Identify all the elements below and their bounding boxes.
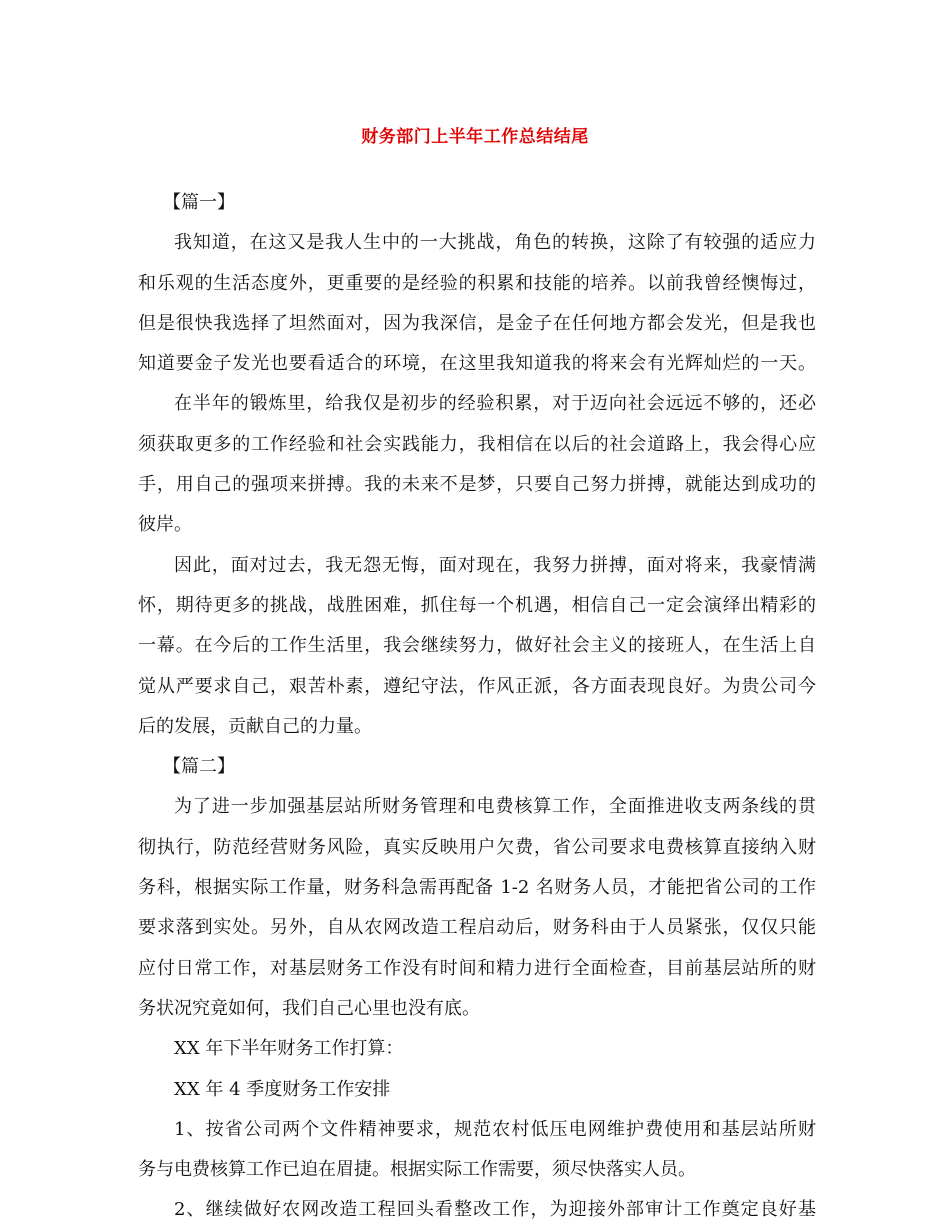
text-line: 要求落到实处。另外，自从农网改造工程启动后，财务科由于人员紧张，仅仅只能 (138, 917, 816, 939)
text-line: 2、继续做好农网改造工程回头看整改工作，为迎接外部审计工作奠定良好基 (174, 1199, 816, 1221)
text-line: 后的发展，贡献自己的力量。 (138, 715, 372, 737)
text-line: 应付日常工作，对基层财务工作没有时间和精力进行全面检查，目前基层站所的财 (138, 957, 816, 979)
text-line: 一幕。在今后的工作生活里，我会继续努力，做好社会主义的接班人，在生活上自 (138, 635, 816, 657)
text-line: 为了进一步加强基层站所财务管理和电费核算工作，全面推进收支两条线的贯 (174, 796, 816, 818)
text-line: 务与电费核算工作已迫在眉捷。根据实际工作需要，须尽快落实人员。 (138, 1159, 696, 1181)
section-heading: 【篇二】 (163, 756, 235, 778)
text-line: 因此，面对过去，我无怨无悔，面对现在，我努力拼搏，面对将来，我豪情满 (174, 554, 816, 576)
text-line: 怀，期待更多的挑战，战胜困难，抓住每一个机遇，相信自己一定会演绎出精彩的 (138, 594, 816, 616)
text-line: 但是很快我选择了坦然面对，因为我深信，是金子在任何地方都会发光，但是我也 (138, 312, 816, 334)
document-title: 财务部门上半年工作总结结尾 (361, 127, 589, 147)
text-line: 知道要金子发光也要看适合的环境，在这里我知道我的将来会有光辉灿烂的一天。 (138, 353, 816, 375)
text-line: 彼岸。 (138, 514, 192, 536)
section-heading: 【篇一】 (163, 192, 235, 213)
text-line: XX 年下半年财务工作打算： (174, 1038, 404, 1060)
text-line: 务状况究竟如何，我们自己心里也没有底。 (138, 997, 480, 1019)
text-line: 觉从严要求自己，艰苦朴素，遵纪守法，作风正派，各方面表现良好。为贵公司今 (138, 675, 816, 697)
text-line: 在半年的锻炼里，给我仅是初步的经验积累，对于迈向社会远远不够的，还必 (174, 393, 816, 415)
text-line: 和乐观的生活态度外，更重要的是经验的积累和技能的培养。以前我曾经懊悔过， (138, 272, 816, 294)
text-line: 我知道，在这又是我人生中的一大挑战，角色的转换，这除了有较强的适应力 (174, 232, 816, 254)
document-body (138, 183, 816, 1231)
text-line: XX 年 4 季度财务工作安排 (174, 1078, 391, 1100)
text-line: 1、按省公司两个文件精神要求，规范农村低压电网维护费使用和基层站所财 (174, 1118, 816, 1140)
text-line: 务科，根据实际工作量，财务科急需再配备 1-2 名财务人员，才能把省公司的工作 (138, 877, 816, 899)
text-line: 彻执行，防范经营财务风险，真实反映用户欠费，省公司要求电费核算直接纳入财 (138, 836, 816, 858)
text-line: 须获取更多的工作经验和社会实践能力，我相信在以后的社会道路上，我会得心应 (138, 433, 816, 455)
text-line: 手，用自己的强项来拼搏。我的未来不是梦，只要自己努力拼搏，就能达到成功的 (138, 474, 816, 496)
